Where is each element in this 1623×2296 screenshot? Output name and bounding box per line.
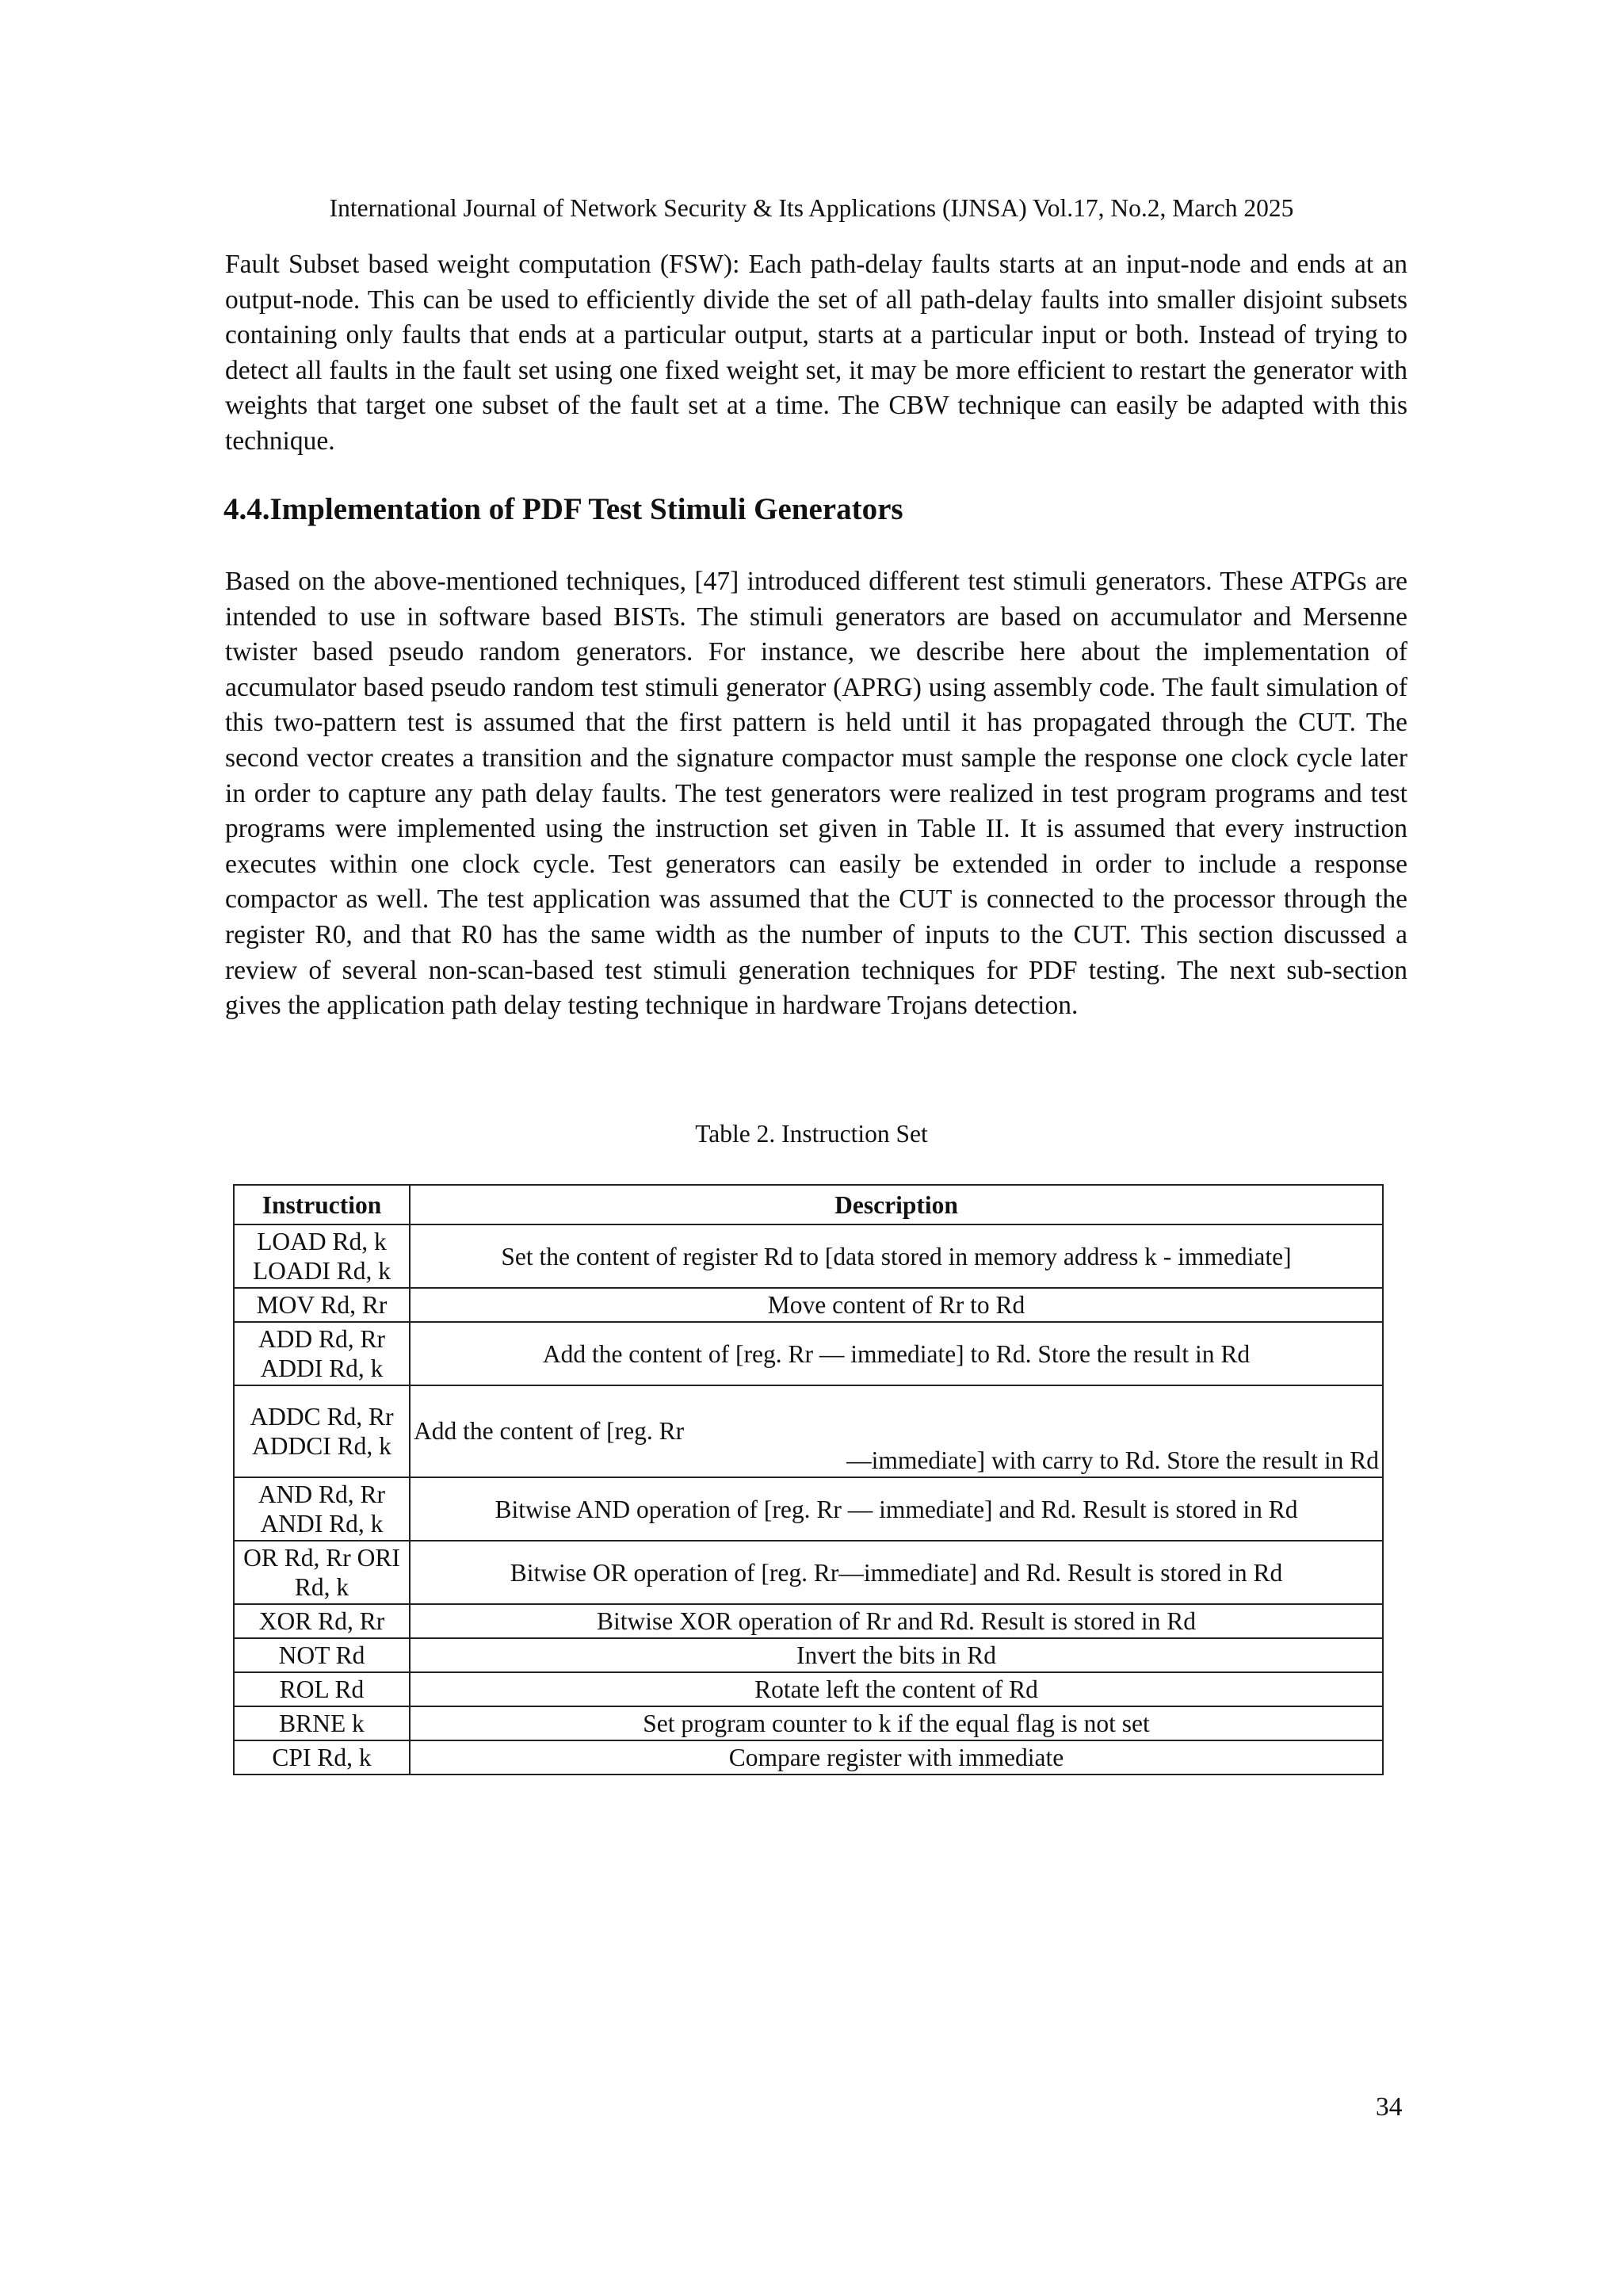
table-row [234, 1706, 1383, 1740]
table-row [234, 1672, 1383, 1706]
description-cell: Add the content of [reg. Rr — immediate] to Rd. Store the result in Rd [410, 1322, 1383, 1385]
table-row [234, 1604, 1383, 1638]
instruction-line: ADDI Rd, k [260, 1354, 384, 1382]
instruction-cell [234, 1740, 410, 1775]
instruction-line: ADD Rd, Rr [258, 1325, 386, 1353]
header-instruction: Instruction [234, 1185, 410, 1224]
instruction-cell [234, 1224, 410, 1288]
instruction-line: NOT Rd [278, 1641, 365, 1669]
description-cell: Set the content of register Rd to [data stored in memory address k - immediate] [410, 1224, 1383, 1288]
description-cell: Invert the bits in Rd [410, 1638, 1383, 1672]
table-row [234, 1638, 1383, 1672]
instruction-line: MOV Rd, Rr [256, 1291, 388, 1319]
instruction-line: CPI Rd, k [272, 1744, 372, 1771]
table-row [234, 1322, 1383, 1385]
description-cell: Set program counter to k if the equal flag is not set [410, 1706, 1383, 1740]
instruction-cell [234, 1541, 410, 1604]
instruction-line: ANDI Rd, k [260, 1510, 384, 1538]
instruction-cell [234, 1288, 410, 1322]
description-line: —immediate] with carry to Rd. Store the result in Rd [846, 1446, 1379, 1474]
instruction-line: OR Rd, Rr ORI [243, 1544, 400, 1572]
description-cell: Move content of Rr to Rd [410, 1288, 1383, 1322]
instruction-cell [234, 1385, 410, 1477]
instruction-cell [234, 1672, 410, 1706]
paragraph-implementation [225, 564, 1407, 1024]
instruction-line: ADDCI Rd, k [252, 1432, 391, 1460]
instruction-line: ROL Rd [279, 1675, 365, 1703]
instruction-cell [234, 1638, 410, 1672]
header-description: Description [410, 1185, 1383, 1224]
instruction-cell [234, 1604, 410, 1638]
description-cell [410, 1385, 1383, 1477]
description-cell: Bitwise XOR operation of Rr and Rd. Result is stored in Rd [410, 1604, 1383, 1638]
table-row [234, 1541, 1383, 1604]
instruction-line: BRNE k [279, 1710, 365, 1737]
table-row [234, 1385, 1383, 1477]
description-cell: Bitwise OR operation of [reg. Rr—immediate] and Rd. Result is stored in Rd [410, 1541, 1383, 1604]
paragraph-fsw [225, 247, 1407, 460]
description-cell: Compare register with immediate [410, 1740, 1383, 1775]
table-row [234, 1740, 1383, 1775]
paragraph-fsw-text: Fault Subset based weight computation (FSW): Each path-delay faults starts at an input-node and ends at an output-node. This can be used to efficiently divide the set of all path-delay faults into smaller disjoint subsets containing only faults that ends at a particular output, starts at a particular input or both. Instead of trying to detect all faults in the fault set using one fixed weight set, it may be more efficient to restart the generator with weights that target one subset of the fault set at a time. The CBW technique can easily be adapted with this technique. [225, 250, 1407, 456]
description-cell: Rotate left the content of Rd [410, 1672, 1383, 1706]
table-header-row [234, 1185, 1383, 1224]
instruction-line: AND Rd, Rr [258, 1480, 386, 1508]
page-number: 34 [1376, 2092, 1403, 2122]
instruction-cell [234, 1322, 410, 1385]
paragraph-implementation-text: Based on the above-mentioned techniques, [47] introduced different test stimuli generators. These ATPGs are intended to use in software based BISTs. The stimuli generators are based on accumulator and Mersenne twister based pseudo random generators. For instance, we describe here about the implementation of accumulator based pseudo random test stimuli generator (APRG) using assembly code. The fault simulation of this two-pattern test is assumed that the first pattern is held until it has propagated through the CUT. The second vector creates a transition and the signature compactor must sample the response one clock cycle later in order to capture any path delay faults. The test generators were realized in test program programs and test programs were implemented using the instruction set given in Table II. It is assumed that every instruction executes within one clock cycle. Test generators can easily be extended in order to include a response compactor as well. The test application was assumed that the CUT is connected to the processor through the register R0, and that R0 has the same width as the number of inputs to the CUT. This section discussed a review of several non-scan-based test stimuli generation techniques for PDF testing. The next sub-section gives the application path delay testing technique in hardware Trojans detection. [225, 567, 1407, 1021]
instruction-line: XOR Rd, Rr [258, 1607, 385, 1635]
table-row [234, 1224, 1383, 1288]
description-cell: Bitwise AND operation of [reg. Rr — immediate] and Rd. Result is stored in Rd [410, 1477, 1383, 1541]
instruction-line: ADDC Rd, Rr [250, 1403, 394, 1431]
instruction-line: LOADI Rd, k [252, 1257, 391, 1285]
instruction-line: Rd, k [294, 1573, 349, 1601]
instruction-line: LOAD Rd, k [257, 1228, 387, 1255]
table-row [234, 1288, 1383, 1322]
instruction-cell [234, 1477, 410, 1541]
journal-header: International Journal of Network Security & Its Applications (IJNSA) Vol.17, No.2, March 2025 [329, 194, 1294, 222]
table-row [234, 1477, 1383, 1541]
section-heading: 4.4.Implementation of PDF Test Stimuli Generators [223, 492, 903, 526]
description-line: Add the content of [reg. Rr [414, 1417, 685, 1445]
instruction-set-table [233, 1184, 1384, 1775]
instruction-cell [234, 1706, 410, 1740]
table-caption: Table 2. Instruction Set [695, 1120, 928, 1148]
